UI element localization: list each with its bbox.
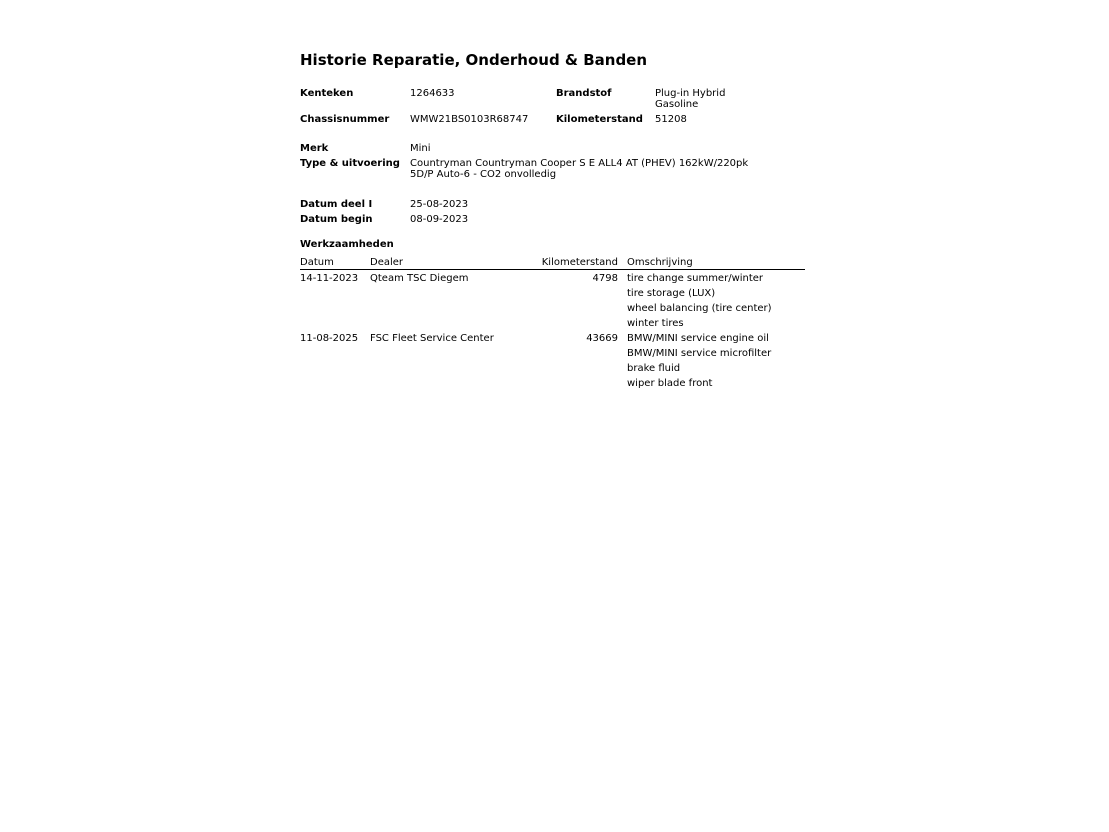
brandstof-line: Gasoline [655,99,699,110]
type-label: Type & uitvoering [300,158,400,169]
datum-deel-value: 25-08-2023 [410,199,469,210]
desc-item: BMW/MINI service microfilter [627,348,772,359]
row-date: 14-11-2023 [300,273,359,284]
section-title-werkzaamheden: Werkzaamheden [300,239,394,250]
page-title: Historie Reparatie, Onderhoud & Banden [300,51,648,69]
row-km: 43669 [586,333,618,344]
type-line: Countryman Countryman Cooper S E ALL4 AT (PHEV) 162kW/220pk [410,158,749,169]
row-dealer: Qteam TSC Diegem [370,273,469,284]
datum-begin-value: 08-09-2023 [410,214,469,225]
desc-item: wheel balancing (tire center) [627,303,772,314]
row-km: 4798 [592,273,618,284]
column-header-date: Datum [300,257,334,268]
datum-begin-label: Datum begin [300,214,373,225]
kilometerstand-label: Kilometerstand [556,114,643,125]
row-desc [627,273,772,333]
row-dealer: FSC Fleet Service Center [370,333,494,344]
chassis-value: WMW21BS0103R68747 [410,114,529,125]
desc-item: tire storage (LUX) [627,288,716,299]
type-value [410,158,748,180]
table-header [300,257,805,270]
row-desc [627,333,771,393]
desc-item: brake fluid [627,363,681,374]
chassis-label: Chassisnummer [300,114,390,125]
merk-label: Merk [300,143,329,154]
brandstof-value [655,88,725,110]
column-header-dealer: Dealer [370,257,404,268]
datum-deel-label: Datum deel I [300,199,373,210]
merk-value: Mini [410,143,431,154]
brandstof-label: Brandstof [556,88,612,99]
kenteken-value: 1264633 [410,88,455,99]
type-line: 5D/P Auto-6 - CO2 onvolledig [410,169,557,180]
kilometerstand-value: 51208 [655,114,687,125]
table-row [300,333,805,393]
work-table [300,257,805,393]
desc-item: winter tires [627,318,684,329]
desc-item: BMW/MINI service engine oil [627,333,769,344]
desc-item: tire change summer/winter [627,273,764,284]
desc-item: wiper blade front [627,378,713,389]
kenteken-label: Kenteken [300,88,354,99]
table-row [300,273,805,333]
row-date: 11-08-2025 [300,333,359,344]
column-header-km: Kilometerstand [541,257,618,268]
brandstof-line: Plug-in Hybrid [655,88,726,99]
column-header-desc: Omschrijving [627,257,693,268]
